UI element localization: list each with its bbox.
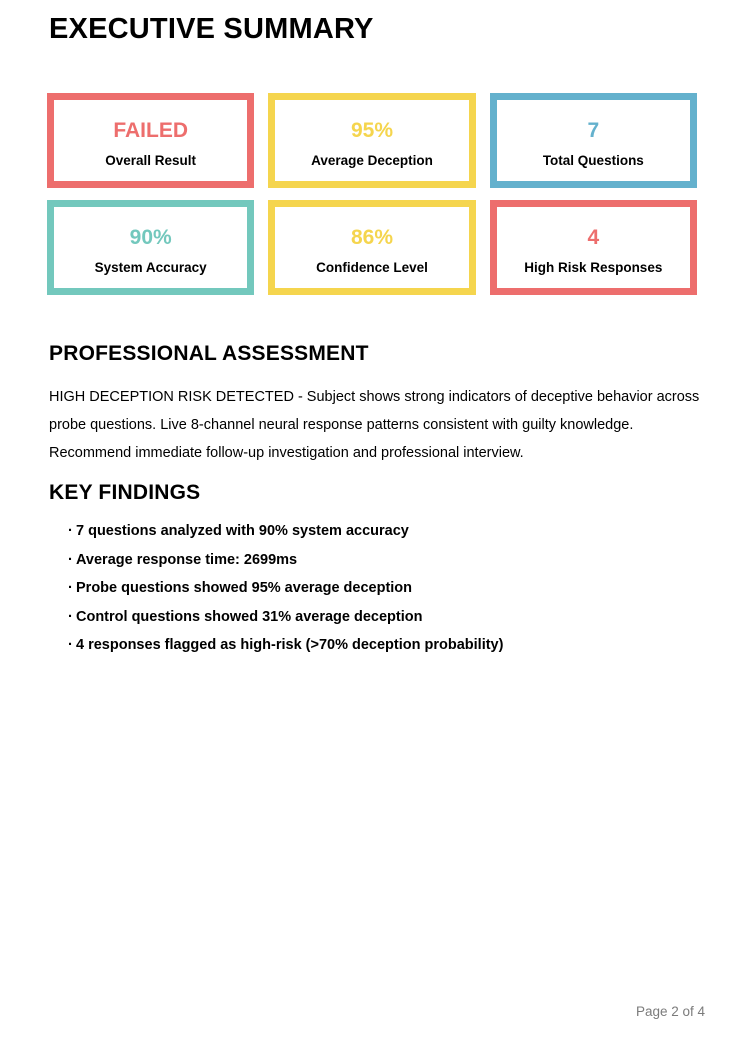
summary-card [490, 200, 697, 295]
card-value: FAILED [113, 118, 188, 142]
card-label: Overall Result [105, 152, 197, 168]
card-value: 86% [350, 225, 393, 249]
card-label: Average Deception [311, 152, 433, 168]
card-value: 4 [587, 225, 600, 249]
finding-item: · Average response time: 2699ms [49, 546, 701, 575]
summary-card [47, 200, 254, 295]
card-value: 7 [587, 118, 600, 142]
summary-cards [47, 93, 697, 295]
summary-card [268, 200, 475, 295]
summary-card [490, 93, 697, 188]
page-title: EXECUTIVE SUMMARY [49, 13, 374, 45]
page-number: Page 2 of 4 [635, 1004, 705, 1019]
card-value: 90% [129, 225, 172, 249]
card-label: System Accuracy [94, 259, 207, 275]
summary-card [47, 93, 254, 188]
finding-item: · Probe questions showed 95% average deception [49, 574, 701, 603]
card-label: Total Questions [542, 152, 644, 168]
finding-item: · 4 responses flagged as high-risk (>70% deception probability) [49, 631, 701, 660]
findings-list [49, 517, 701, 660]
assessment-body-text: HIGH DECEPTION RISK DETECTED - Subject shows strong indicators of deceptive behavior across probe questions. Live 8-channel neural response patterns consistent with guilty knowledge. Recommend immediate follow-up investigation and professional interview. [49, 389, 700, 461]
section-heading-assessment: PROFESSIONAL ASSESSMENT [49, 342, 369, 365]
section-heading-findings: KEY FINDINGS [49, 481, 201, 504]
card-label: Confidence Level [316, 259, 428, 275]
key-findings-section [49, 481, 701, 660]
finding-item: · Control questions showed 31% average deception [49, 603, 701, 632]
finding-item: · 7 questions analyzed with 90% system accuracy [49, 517, 701, 546]
card-label: High Risk Responses [524, 259, 663, 275]
summary-card [268, 93, 475, 188]
card-value: 95% [350, 118, 393, 142]
professional-assessment-section [49, 342, 701, 467]
